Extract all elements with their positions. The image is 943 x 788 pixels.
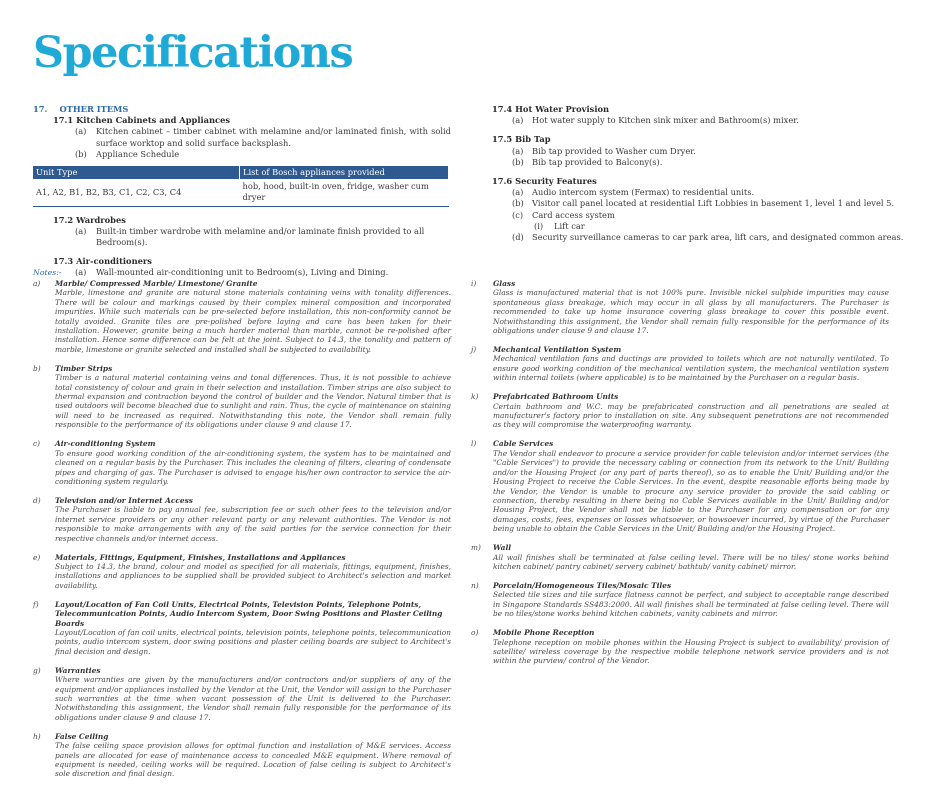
note-title: False Ceiling: [55, 731, 109, 741]
note-item: [33, 364, 451, 430]
subsection-17-5-item-a: (a) Bib tap provided to Washer cum Dryer.: [512, 145, 696, 156]
item-text: Appliance Schedule: [96, 148, 180, 159]
note-title: Mobile Phone Reception: [493, 628, 595, 638]
note-item: [471, 581, 889, 619]
appliance-schedule-table: [33, 166, 449, 207]
note-title: Mechanical Ventilation System: [493, 345, 622, 355]
note-title: Warranties: [55, 665, 101, 675]
item-text: Audio intercom system (Fermax) to residential units.: [532, 187, 755, 198]
note-letter: g): [33, 665, 41, 675]
table-cell: A1, A2, B1, B2, B3, C1, C2, C3, C4: [33, 179, 240, 206]
note-letter: j): [471, 345, 477, 355]
note-title: Television and/or Internet Access: [55, 495, 193, 505]
subsection-17-5-item-b: (b) Bib tap provided to Balcony(s).: [512, 156, 663, 167]
note-title: Prefabricated Bathroom Units: [493, 392, 619, 402]
note-body: Selected tile sizes and tile surface flatness cannot be perfect, and subject to acceptable range described in Singapore Standards SS483:2000. All wall finishes shall be terminated at false ceiling level. There will be no tiles/stone works behind kitchen cabinets, vanity cabinets and mirror.: [493, 590, 889, 619]
note-body: The Purchaser is liable to pay annual fee, subscription fee or such other fees to the television and/or internet service providers or any other relevant party or any relevant authorities. The Vendor is not responsible to make arrangements with any of the said parties for the service connection for their respective channels and/or internet access.: [55, 505, 451, 543]
notes-left-column: [33, 279, 451, 788]
notes-right-column: [471, 279, 889, 675]
subsection-17-3-title: 17.3 Air-conditioners: [53, 256, 152, 267]
item-text: Bib tap provided to Balcony(s).: [532, 156, 663, 167]
note-body: Marble, limestone and granite are natural stone materials containing veins with tonality differences. There will be colour and markings caused by their complex mineral composition and incorporated impurities. While such materials can be pre-selected before installation, this non-conformity cannot be totally avoided. Granite tiles are pre-polished before laying and care has been taken for their installation. However, granite being a much harder material than marble, cannot be re-polished after installation. Hence some difference can be felt at the joint. Subject to 14.3, the tonality and pattern of marble, limestone or granite selected and installed shall be subjected to availability.: [55, 288, 451, 354]
note-letter: c): [33, 439, 41, 449]
note-title: Cable Services: [493, 439, 554, 449]
item-text: Visitor call panel located at residential Lift Lobbies in basement 1, level 1 and level 5.: [532, 198, 895, 209]
note-item: [33, 732, 451, 779]
note-item: [471, 628, 889, 666]
table-header: List of Bosch appliances provided: [240, 166, 449, 179]
note-letter: o): [471, 628, 479, 638]
subsection-17-6-item-a: (a) Audio intercom system (Fermax) to residential units.: [512, 187, 755, 198]
note-title: Air-conditioning System: [55, 439, 156, 449]
note-body: The false ceiling space provision allows for optimal function and installation of M&E services. Access panels are allocated for ease of maintenance access to concealed M&E equipment. Where removal of equipment is needed, ceiling works will be required. Location of false ceiling is subject to Architect's sole discretion and final design.: [55, 741, 451, 779]
note-title: Materials, Fittings, Equipment, Finishes, Installations and Appliances: [55, 552, 346, 562]
subsection-17-6-item-b: (b) Visitor call panel located at residential Lift Lobbies in basement 1, level 1 and level 5.: [512, 198, 895, 209]
note-title: Wall: [493, 543, 512, 553]
subsection-17-6-item-d: (d) Security surveillance cameras to car park area, lift cars, and designated common areas.: [512, 232, 904, 243]
note-body: Where warranties are given by the manufacturers and/or contractors and/or suppliers of any of the equipment and/or appliances installed by the Vendor at the Unit, the Vendor will assign to the Purchaser such warranties at the time when vacant possession of the Unit is delivered to the Purchaser. Notwithstanding this assignment, the Vendor shall remain fully responsible for the performance of its obligations under clause 9 and clause 17.: [55, 675, 451, 722]
item-text: Lift car: [554, 220, 585, 231]
note-body: The Vendor shall endeavor to procure a service provider for cable television and/or internet services (the "Cable Services") to provide the necessary cabling or connection from its network to the Unit/ Building and/or the Housing Project (or any part of parts thereof), so as to enable the Unit/ Building and/or the Housing Project to receive the Cable Services. In the event, despite reasonable efforts being made by the Vendor, the Vendor is unable to procure any service provider to provide the said cabling or connection, thereby resulting in there being no Cable Services available in the Unit/ Building and/or Housing Project, the Vendor shall not be liable to the Purchaser for any compensation or for any damages, costs, fees, expenses or losses whatsoever, or howsoever incurred, by virtue of the Purchaser being unable to obtain the Cable Services in the Unit/ Building and/or the Housing Project.: [493, 448, 889, 534]
note-letter: n): [471, 580, 479, 590]
note-body: Glass is manufactured material that is not 100% pure. Invisible nickel sulphide impurities may cause spontaneous glass breakage, which may occur in all glass by all manufacturers. The Purchaser is recommended to take up home insurance covering glass breakage to cover this possible event. Notwithstanding this assignment, the Vendor shall remain fully responsible for the performance of its obligations under clause 9 and clause 17.: [493, 288, 889, 336]
note-letter: k): [471, 392, 479, 402]
note-letter: m): [471, 543, 481, 553]
note-body: Timber is a natural material containing veins and tonal differences. Thus, it is not possible to achieve total consistency of colour and grain in their selection and installation. Timber strips are also subject to thermal expansion and contraction beyond the control of builder and the Vendor. Natural timber that is used outdoors will become bleached due to sunlight and rain. Thus, the cycle of maintenance on staining will need to be increased as required. Notwithstanding this note, the Vendor shall remain fully responsible to the performance of its obligations under clause 9 and clause 17.: [55, 373, 451, 430]
note-letter: l): [471, 439, 477, 449]
item-text: Hot water supply to Kitchen sink mixer and Bathroom(s) mixer.: [532, 115, 799, 126]
table-header-row: [33, 166, 449, 179]
subsection-17-5-title: 17.5 Bib Tap: [492, 134, 551, 145]
note-item: [33, 600, 451, 656]
item-text: Kitchen cabinet – timber cabinet with melamine and/or laminated finish, with solid surface worktop and solid surface backsplash.: [96, 126, 451, 148]
page-title: Specifications: [33, 28, 353, 78]
section-title: OTHER ITEMS: [59, 104, 129, 114]
subsection-17-3-item-a: (a) Wall-mounted air-conditioning unit to Bedroom(s), Living and Dining.: [75, 267, 389, 278]
note-title: Layout/Location of Fan Coil Units, Electrical Points, Television Points, Telephone Points, Telecommunication Points, Audio Intercom System, Door Swing Positions and Plaster Ceiling Boards: [55, 599, 443, 628]
note-title: Timber Strips: [55, 363, 113, 373]
note-body: All wall finishes shall be terminated at false ceiling level. There will be no tiles/ stone works behind kitchen cabinet/ pantry cabinet/ servery cabinet/ bathtub/ vanity cabinet/ mirror.: [493, 552, 889, 571]
subsection-17-1-item-b: (b) Appliance Schedule: [75, 148, 180, 159]
table-row: [33, 179, 449, 206]
table-header: Unit Type: [33, 166, 240, 179]
subsection-17-1-item-a: (a) Kitchen cabinet – timber cabinet with melamine and/or laminated finish, with solid surface worktop and solid surface backsplash.: [75, 126, 451, 148]
note-item: [471, 279, 889, 335]
subsection-17-1-title: 17.1 Kitchen Cabinets and Appliances: [53, 115, 231, 126]
section-17-right: [492, 104, 912, 243]
note-body: Layout/Location of fan coil units, electrical points, television points, telephone points, telecommunication points, audio intercom system, door swing positions and plaster ceiling boards are subject to Architect's final decision and design.: [55, 627, 451, 656]
note-body: Mechanical ventilation fans and ductings are provided to toilets which are not naturally ventilated. To ensure good working condition of the mechanical ventilation system, the mechanical ventilation system within internal toilets (where applicable) is to be maintained by the Purchaser on a regular basis.: [493, 354, 889, 383]
item-text: Built-in timber wardrobe with melamine and/or laminate finish provided to all Bedroom(s).: [96, 225, 425, 248]
table-cell: hob, hood, built-in oven, fridge, washer cum dryer: [240, 179, 449, 206]
note-title: Porcelain/Homogeneous Tiles/Mosaic Tiles: [493, 580, 672, 590]
subsection-17-4-item-a: (a) Hot water supply to Kitchen sink mixer and Bathroom(s) mixer.: [512, 115, 799, 126]
note-item: [471, 439, 889, 533]
note-item: [33, 553, 451, 591]
note-item: [471, 543, 889, 571]
item-text: Card access system: [532, 209, 615, 220]
note-item: [33, 496, 451, 543]
note-item: [33, 666, 451, 722]
note-letter: f): [33, 599, 39, 609]
item-text: Bib tap provided to Washer cum Dryer.: [532, 145, 696, 156]
item-text: Wall-mounted air-conditioning unit to Bedroom(s), Living and Dining.: [96, 267, 389, 278]
note-body: Subject to 14.3, the brand, colour and model as specified for all materials, fittings, equipment, finishes, installations and appliances to be supplied shall be provided subject to Architect's selection and market availability.: [55, 561, 451, 590]
section-17-left: [33, 104, 451, 279]
note-item: [33, 439, 451, 486]
note-item: [471, 392, 889, 430]
note-letter: i): [471, 279, 477, 288]
subsection-17-6-item-c: (c) Card access system: [512, 209, 615, 220]
subsection-17-2-item-a: (a) Built-in timber wardrobe with melamine and/or laminate finish provided to all Bedroom(s).: [75, 225, 425, 248]
note-title: Marble/ Compressed Marble/ Limestone/ Granite: [55, 279, 258, 288]
subsection-17-6-item-c-i: (i) Lift car: [534, 220, 585, 231]
section-17-heading: [33, 104, 451, 115]
item-text: Security surveillance cameras to car park area, lift cars, and designated common areas.: [532, 232, 904, 243]
note-letter: a): [33, 279, 41, 288]
subsection-17-2-title: 17.2 Wardrobes: [53, 214, 126, 225]
note-letter: d): [33, 495, 41, 505]
note-letter: b): [33, 363, 41, 373]
note-body: Certain bathroom and W.C. may be prefabricated construction and all penetrations are sealed at manufacturer's factory prior to installation on site. Any subsequent penetrations are not recommended as they will compromise the waterproofing warranty.: [493, 401, 889, 430]
note-title: Glass: [493, 279, 516, 288]
note-item: [33, 279, 451, 354]
note-letter: e): [33, 552, 41, 562]
subsection-17-4-title: 17.4 Hot Water Provision: [492, 104, 610, 114]
notes-label: Notes:-: [33, 268, 62, 277]
note-body: Telephone reception on mobile phones within the Housing Project is subject to availability/ provision of satellite/ wireless coverage by the respective mobile telephone network service providers and is not within the purview/ control of the Vendor.: [493, 637, 889, 666]
section-number: 17.: [33, 104, 48, 114]
note-body: To ensure good working condition of the air-conditioning system, the system has to be maintained and cleaned on a regular basis by the Purchaser. This includes the cleaning of filters, clearing of condensate pipes and charging of gas. The Purchaser is advised to engage his/her own contractor to service the air-conditioning system regularly.: [55, 448, 451, 486]
note-item: [471, 345, 889, 383]
note-letter: h): [33, 731, 41, 741]
subsection-17-6-title: 17.6 Security Features: [492, 176, 597, 187]
